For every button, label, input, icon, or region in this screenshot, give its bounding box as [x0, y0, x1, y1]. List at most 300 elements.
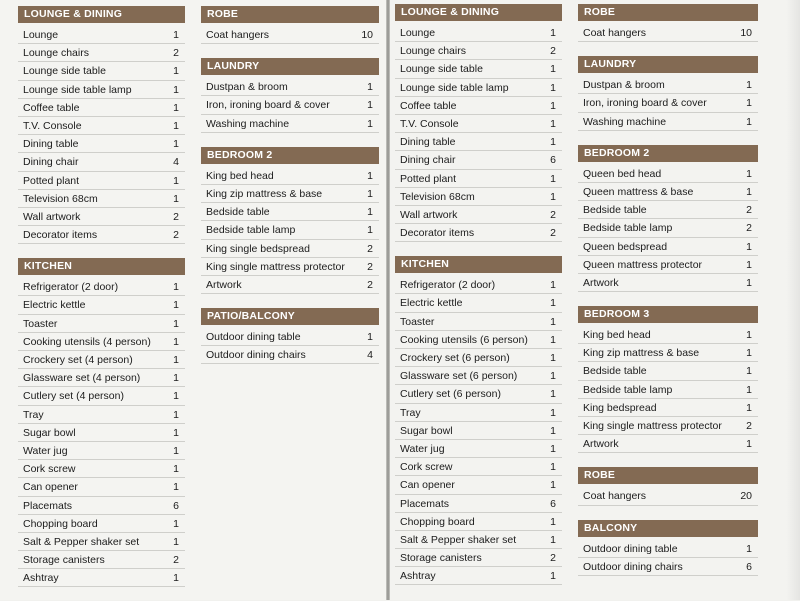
section-header: LAUNDRY — [578, 56, 758, 73]
right-page-column-1 — [395, 4, 562, 599]
item-name: Dustpan & broom — [583, 79, 665, 92]
item-name: Water jug — [400, 442, 445, 455]
inventory-row — [578, 219, 758, 237]
item-name: Television 68cm — [400, 190, 475, 203]
item-name: Iron, ironing board & cover — [583, 97, 707, 110]
section-header: PATIO/BALCONY — [201, 308, 379, 325]
inventory-row — [395, 276, 562, 294]
section-header: LOUNGE & DINING — [395, 4, 562, 21]
item-quantity: 1 — [550, 117, 556, 130]
inventory-row — [18, 460, 185, 478]
item-name: Outdoor dining table — [206, 331, 301, 344]
inventory-row — [395, 206, 562, 224]
item-name: Tray — [23, 408, 44, 421]
inventory-row — [201, 167, 379, 185]
inventory-row — [578, 274, 758, 292]
item-quantity: 2 — [746, 222, 752, 235]
inventory-row — [18, 62, 185, 80]
left-page — [0, 0, 386, 600]
inventory-row — [578, 113, 758, 131]
item-name: Tray — [400, 406, 421, 419]
inventory-section — [578, 145, 758, 292]
inventory-row — [18, 153, 185, 171]
inventory-section — [578, 520, 758, 576]
item-quantity: 1 — [550, 461, 556, 474]
item-quantity: 1 — [550, 352, 556, 364]
item-quantity: 1 — [173, 463, 179, 476]
right-page-column-2 — [578, 4, 758, 590]
item-quantity: 1 — [173, 101, 179, 114]
item-name: Outdoor dining table — [583, 542, 678, 555]
item-name: Cork screw — [23, 463, 76, 476]
inventory-section — [395, 4, 562, 242]
item-name: Potted plant — [400, 172, 457, 185]
inventory-row — [201, 258, 379, 276]
item-quantity: 1 — [746, 79, 752, 92]
inventory-row — [578, 381, 758, 399]
item-name: Salt & Pepper shaker set — [23, 535, 140, 548]
inventory-row — [578, 201, 758, 219]
item-name: Glassware set (4 person) — [23, 372, 141, 385]
inventory-section — [201, 308, 379, 364]
item-quantity: 1 — [550, 388, 556, 401]
inventory-row — [18, 533, 185, 551]
inventory-row — [395, 458, 562, 476]
inventory-row — [18, 442, 185, 460]
inventory-row — [201, 203, 379, 221]
item-name: King zip mattress & base — [206, 187, 323, 200]
inventory-row — [395, 549, 562, 567]
item-name: Bedside table lamp — [583, 383, 673, 396]
item-name: Lounge chairs — [23, 47, 89, 60]
item-name: Dining table — [23, 138, 79, 151]
item-quantity: 1 — [367, 117, 373, 130]
item-quantity: 1 — [173, 481, 179, 494]
inventory-row — [18, 424, 185, 442]
item-quantity: 1 — [746, 438, 752, 451]
item-name: Queen bedspread — [583, 240, 668, 253]
item-name: Cutlery set (4 person) — [23, 390, 124, 403]
item-quantity: 1 — [173, 65, 179, 78]
item-quantity: 1 — [746, 383, 752, 396]
item-quantity: 1 — [367, 169, 373, 182]
inventory-row — [18, 569, 185, 587]
inventory-row — [18, 406, 185, 424]
inventory-row — [578, 399, 758, 417]
item-name: Cork screw — [400, 461, 453, 474]
item-name: Salt & Pepper shaker set — [400, 533, 517, 546]
inventory-row — [578, 24, 758, 42]
item-quantity: 1 — [367, 99, 373, 112]
inventory-section — [201, 147, 379, 294]
inventory-row — [395, 476, 562, 494]
item-name: Wall artwork — [400, 208, 458, 221]
inventory-row — [578, 487, 758, 505]
inventory-row — [578, 540, 758, 558]
item-quantity: 10 — [361, 29, 373, 41]
item-name: Ashtray — [400, 570, 436, 583]
item-name: Lounge — [400, 27, 436, 39]
inventory-row — [395, 422, 562, 440]
item-name: King single mattress protector — [583, 420, 722, 432]
item-name: Cooking utensils (4 person) — [23, 335, 151, 348]
inventory-row — [578, 558, 758, 576]
item-quantity: 1 — [550, 136, 556, 149]
inventory-section — [578, 306, 758, 453]
item-name: Lounge side table lamp — [400, 81, 509, 94]
section-header: BEDROOM 3 — [578, 306, 758, 323]
inventory-row — [201, 96, 379, 114]
item-quantity: 1 — [550, 570, 556, 583]
inventory-row — [395, 151, 562, 169]
item-quantity: 2 — [367, 278, 373, 291]
inventory-row — [18, 190, 185, 208]
inventory-row — [201, 276, 379, 294]
item-name: Placemats — [400, 497, 450, 510]
item-name: Cooking utensils (6 person) — [400, 333, 528, 346]
item-quantity: 2 — [550, 227, 556, 240]
inventory-row — [18, 81, 185, 99]
item-quantity: 1 — [746, 258, 752, 271]
item-name: Can opener — [400, 479, 455, 492]
item-quantity: 1 — [746, 542, 752, 555]
item-name: Storage canisters — [400, 552, 482, 565]
inventory-row — [578, 238, 758, 256]
item-quantity: 6 — [550, 154, 556, 167]
item-quantity: 1 — [550, 279, 556, 292]
item-name: Outdoor dining chairs — [583, 560, 683, 573]
item-quantity: 1 — [173, 535, 179, 548]
inventory-row — [18, 99, 185, 117]
section-header: KITCHEN — [395, 256, 562, 273]
section-header: BALCONY — [578, 520, 758, 537]
item-name: Sugar bowl — [23, 426, 76, 439]
inventory-section — [201, 58, 379, 133]
section-header: BEDROOM 2 — [578, 145, 758, 162]
item-quantity: 1 — [173, 354, 179, 366]
inventory-row — [395, 60, 562, 78]
item-name: Glassware set (6 person) — [400, 370, 518, 383]
item-name: King zip mattress & base — [583, 347, 700, 360]
item-quantity: 2 — [173, 554, 179, 567]
item-quantity: 1 — [173, 138, 179, 151]
item-name: Chopping board — [400, 515, 475, 528]
item-name: Queen bed head — [583, 167, 662, 180]
inventory-row — [18, 26, 185, 44]
inventory-row — [201, 346, 379, 364]
inventory-row — [201, 26, 379, 44]
item-name: Electric kettle — [23, 299, 86, 312]
inventory-row — [18, 478, 185, 496]
left-page-column-2 — [201, 6, 379, 378]
inventory-row — [201, 240, 379, 258]
item-quantity: 1 — [173, 426, 179, 439]
inventory-row — [18, 315, 185, 333]
inventory-row — [18, 296, 185, 314]
inventory-row — [18, 208, 185, 226]
item-name: Coat hangers — [583, 27, 647, 39]
item-quantity: 1 — [367, 206, 373, 219]
item-name: Dining table — [400, 136, 456, 149]
item-name: Bedside table lamp — [206, 224, 296, 237]
item-quantity: 1 — [173, 299, 179, 312]
item-quantity: 2 — [173, 47, 179, 60]
item-name: Dining chair — [400, 154, 456, 167]
item-quantity: 1 — [173, 572, 179, 585]
inventory-row — [18, 44, 185, 62]
item-quantity: 1 — [746, 97, 752, 110]
inventory-row — [18, 333, 185, 351]
inventory-row — [578, 362, 758, 380]
item-quantity: 1 — [173, 390, 179, 403]
section-header: BEDROOM 2 — [201, 147, 379, 164]
item-name: Toaster — [400, 315, 435, 328]
item-name: Chopping board — [23, 517, 98, 530]
item-quantity: 1 — [173, 281, 179, 294]
item-name: Queen mattress & base — [583, 185, 694, 198]
item-quantity: 2 — [550, 552, 556, 565]
item-quantity: 1 — [550, 63, 556, 76]
item-quantity: 1 — [173, 517, 179, 530]
inventory-row — [395, 313, 562, 331]
inventory-row — [395, 133, 562, 151]
item-quantity: 1 — [173, 408, 179, 421]
item-name: King single bedspread — [206, 242, 310, 255]
item-name: Wall artwork — [23, 210, 81, 223]
item-quantity: 1 — [550, 515, 556, 528]
inventory-row — [578, 183, 758, 201]
item-name: Queen mattress protector — [583, 258, 703, 271]
item-quantity: 6 — [746, 560, 752, 573]
item-name: Decorator items — [400, 227, 475, 240]
inventory-row — [395, 385, 562, 403]
item-quantity: 1 — [550, 27, 556, 39]
item-quantity: 1 — [173, 83, 179, 96]
item-quantity: 1 — [173, 372, 179, 385]
inventory-row — [18, 551, 185, 569]
item-quantity: 1 — [367, 187, 373, 200]
item-name: Bedside table — [583, 365, 647, 378]
inventory-row — [395, 513, 562, 531]
inventory-row — [18, 172, 185, 190]
inventory-row — [201, 328, 379, 346]
item-name: Iron, ironing board & cover — [206, 99, 330, 112]
inventory-row — [18, 226, 185, 244]
item-name: Potted plant — [23, 174, 80, 187]
inventory-row — [201, 221, 379, 239]
inventory-row — [395, 331, 562, 349]
item-quantity: 1 — [550, 533, 556, 546]
inventory-row — [18, 135, 185, 153]
inventory-row — [578, 76, 758, 94]
inventory-row — [395, 42, 562, 60]
inventory-row — [395, 97, 562, 115]
item-name: Crockery set (6 person) — [400, 352, 510, 364]
inventory-row — [18, 351, 185, 369]
inventory-row — [578, 256, 758, 274]
item-quantity: 1 — [550, 406, 556, 419]
inventory-row — [395, 404, 562, 422]
item-name: Lounge chairs — [400, 45, 466, 58]
item-quantity: 1 — [746, 365, 752, 378]
inventory-section — [578, 467, 758, 505]
right-page — [390, 0, 800, 600]
inventory-row — [18, 278, 185, 296]
item-name: Television 68cm — [23, 192, 98, 205]
inventory-row — [578, 344, 758, 362]
item-name: Electric kettle — [400, 297, 463, 310]
item-name: King single mattress protector — [206, 260, 345, 273]
inventory-row — [395, 349, 562, 367]
inventory-row — [18, 369, 185, 387]
item-quantity: 1 — [173, 444, 179, 457]
item-name: Storage canisters — [23, 554, 105, 567]
inventory-row — [18, 387, 185, 405]
item-name: Refrigerator (2 door) — [23, 281, 119, 294]
inventory-row — [395, 567, 562, 585]
inventory-row — [578, 326, 758, 344]
inventory-row — [395, 115, 562, 133]
inventory-section — [201, 6, 379, 44]
item-name: Lounge side table — [400, 63, 483, 76]
item-name: Bedside table — [206, 206, 270, 219]
item-quantity: 1 — [550, 479, 556, 492]
item-name: Dining chair — [23, 156, 79, 169]
inventory-row — [201, 115, 379, 133]
item-quantity: 10 — [740, 27, 752, 39]
item-quantity: 1 — [746, 167, 752, 180]
item-quantity: 2 — [173, 229, 179, 242]
item-quantity: 2 — [746, 420, 752, 432]
item-name: Dustpan & broom — [206, 81, 288, 94]
section-header: KITCHEN — [18, 258, 185, 275]
section-header: LOUNGE & DINING — [18, 6, 185, 23]
item-quantity: 4 — [367, 349, 373, 362]
item-quantity: 2 — [173, 210, 179, 223]
item-name: Coffee table — [23, 101, 80, 114]
inventory-row — [578, 165, 758, 183]
item-quantity: 1 — [550, 172, 556, 185]
inventory-row — [395, 294, 562, 312]
inventory-row — [578, 435, 758, 453]
item-quantity: 1 — [173, 174, 179, 187]
item-name: King bed head — [583, 329, 651, 342]
item-name: Crockery set (4 person) — [23, 354, 133, 366]
item-quantity: 6 — [173, 499, 179, 512]
item-name: Coat hangers — [206, 29, 270, 41]
item-quantity: 1 — [746, 347, 752, 360]
inventory-row — [395, 224, 562, 242]
inventory-row — [578, 94, 758, 112]
item-quantity: 1 — [746, 401, 752, 414]
item-quantity: 1 — [173, 119, 179, 132]
inventory-row — [395, 367, 562, 385]
item-name: T.V. Console — [23, 119, 82, 132]
inventory-section — [578, 4, 758, 42]
item-quantity: 1 — [550, 297, 556, 310]
item-quantity: 1 — [746, 329, 752, 342]
item-quantity: 2 — [367, 242, 373, 255]
inventory-row — [395, 79, 562, 97]
page-edge-shadow — [786, 0, 800, 600]
item-name: Cutlery set (6 person) — [400, 388, 501, 401]
item-name: King bedspread — [583, 401, 657, 414]
inventory-row — [395, 188, 562, 206]
item-quantity: 1 — [550, 99, 556, 112]
item-name: T.V. Console — [400, 117, 459, 130]
item-name: Artwork — [206, 278, 242, 291]
item-quantity: 1 — [550, 442, 556, 455]
item-quantity: 6 — [550, 497, 556, 510]
item-name: Lounge side table — [23, 65, 106, 78]
section-header: ROBE — [578, 4, 758, 21]
section-header: ROBE — [201, 6, 379, 23]
inventory-row — [18, 497, 185, 515]
item-quantity: 20 — [740, 490, 752, 503]
item-quantity: 2 — [550, 45, 556, 58]
item-name: Washing machine — [583, 115, 667, 128]
inventory-section — [18, 258, 185, 587]
item-name: Washing machine — [206, 117, 290, 130]
left-page-column-1 — [18, 6, 185, 601]
item-quantity: 2 — [367, 260, 373, 273]
item-quantity: 1 — [173, 192, 179, 205]
item-quantity: 1 — [746, 240, 752, 253]
item-name: Toaster — [23, 317, 58, 330]
item-quantity: 1 — [550, 333, 556, 346]
item-name: Can opener — [23, 481, 78, 494]
item-name: Outdoor dining chairs — [206, 349, 306, 362]
item-quantity: 1 — [550, 190, 556, 203]
inventory-row — [18, 515, 185, 533]
item-quantity: 4 — [173, 156, 179, 169]
item-quantity: 1 — [550, 315, 556, 328]
inventory-section — [395, 256, 562, 585]
item-quantity: 1 — [550, 81, 556, 94]
item-name: King bed head — [206, 169, 274, 182]
item-quantity: 2 — [746, 204, 752, 217]
item-quantity: 1 — [746, 115, 752, 128]
inventory-row — [18, 117, 185, 135]
item-name: Sugar bowl — [400, 424, 453, 437]
inventory-row — [395, 440, 562, 458]
inventory-row — [578, 417, 758, 435]
item-quantity: 1 — [173, 29, 179, 41]
item-quantity: 1 — [746, 185, 752, 198]
item-quantity: 1 — [367, 224, 373, 237]
item-name: Coat hangers — [583, 490, 647, 503]
item-name: Artwork — [583, 276, 619, 289]
item-name: Placemats — [23, 499, 73, 512]
inventory-row — [395, 170, 562, 188]
item-name: Lounge — [23, 29, 59, 41]
inventory-row — [201, 78, 379, 96]
item-name: Bedside table — [583, 204, 647, 217]
item-name: Refrigerator (2 door) — [400, 279, 496, 292]
section-header: LAUNDRY — [201, 58, 379, 75]
item-name: Water jug — [23, 444, 68, 457]
item-quantity: 1 — [173, 317, 179, 330]
item-name: Coffee table — [400, 99, 457, 112]
section-header: ROBE — [578, 467, 758, 484]
item-name: Ashtray — [23, 572, 59, 585]
item-name: Bedside table lamp — [583, 222, 673, 235]
inventory-row — [395, 24, 562, 42]
inventory-section — [18, 6, 185, 244]
item-quantity: 1 — [550, 424, 556, 437]
inventory-section — [578, 56, 758, 131]
item-quantity: 1 — [173, 335, 179, 348]
